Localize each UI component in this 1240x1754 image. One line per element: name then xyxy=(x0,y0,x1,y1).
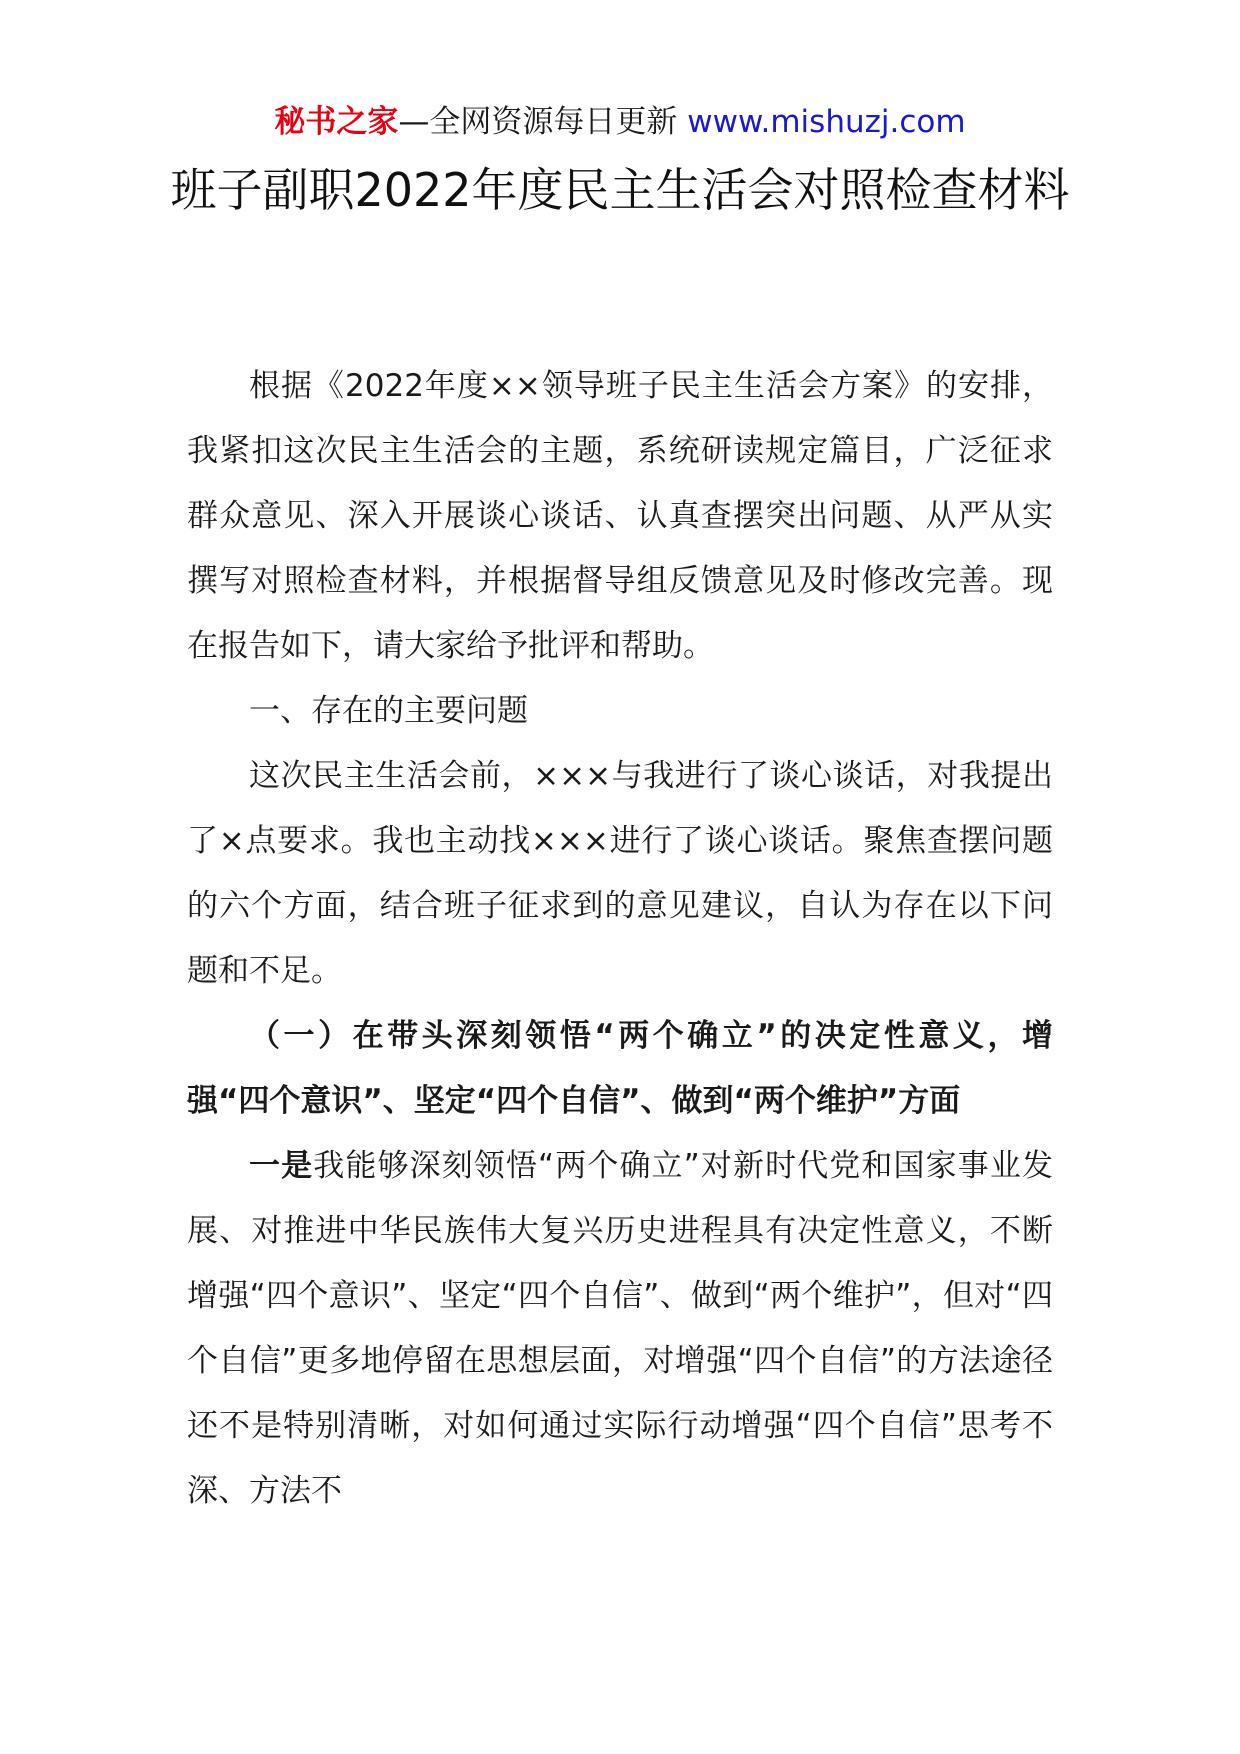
document-title: 班子副职2022年度民主生活会对照检查材料 xyxy=(170,163,1070,217)
item-paragraph xyxy=(187,1134,1053,1524)
subsection-heading: （一）在带头深刻领悟“两个确立”的决定性意义，增强“四个意识”、坚定“四个自信”、做到“两个维护”方面 xyxy=(187,1018,1053,1119)
talk-paragraph: 这次民主生活会前，×××与我进行了谈心谈话，对我提出了×点要求。我也主动找×××进行了谈心谈话。聚焦查摆问题的六个方面，结合班子征求到的意见建议，自认为存在以下问题和不足。 xyxy=(187,758,1053,989)
brand-name: 秘书之家 xyxy=(274,104,399,140)
section-heading: 一、存在的主要问题 xyxy=(249,693,528,729)
document-body xyxy=(187,354,1053,1524)
site-link[interactable]: www.mishuzj.com xyxy=(687,104,966,140)
item-lead: 一是 xyxy=(249,1148,314,1184)
item-text: 我能够深刻领悟“两个确立”对新时代党和国家事业发展、对推进中华民族伟大复兴历史进程具有决定性意义，不断增强“四个意识”、坚定“四个自信”、做到“两个维护”，但对“四个自信”更多地停留在思想层面，对增强“四个自信”的方法途径还不是特别清晰，对如何通过实际行动增强“四个自信”思考不深、方法不 xyxy=(187,1148,1053,1509)
header-tagline: —全网资源每日更新 xyxy=(398,104,678,140)
intro-paragraph: 根据《2022年度××领导班子民主生活会方案》的安排，我紧扣这次民主生活会的主题，系统研读规定篇目，广泛征求群众意见、深入开展谈心谈话、认真查摆突出问题、从严从实撰写对照检查材料，并根据督导组反馈意见及时修改完善。现在报告如下，请大家给予批评和帮助。 xyxy=(187,368,1053,664)
site-header xyxy=(0,100,1240,144)
